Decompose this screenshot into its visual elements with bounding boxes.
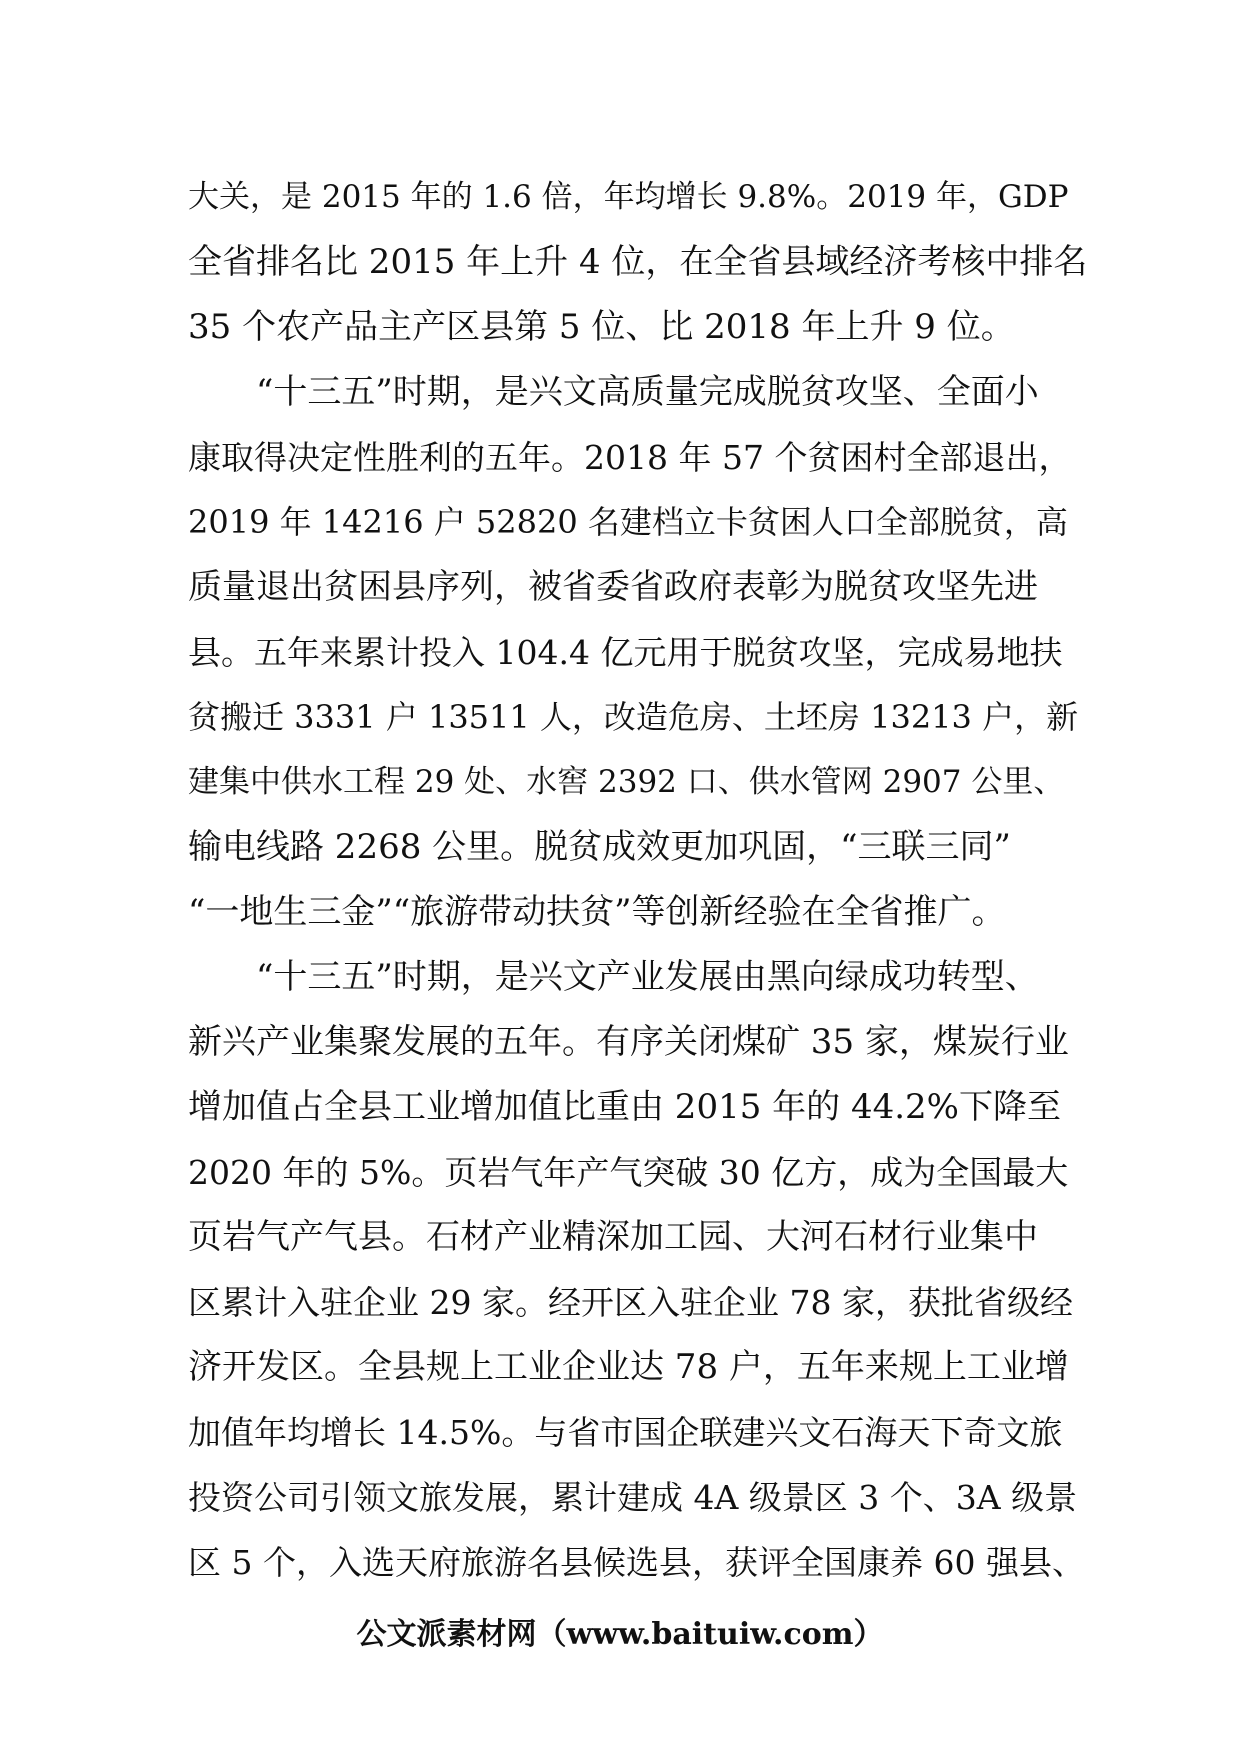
text-line: 区累计入驻企业 29 家。经开区入驻企业 78 家，获批省级经	[188, 1283, 1073, 1322]
text-line: 加值年均增长 14.5%。与省市国企联建兴文石海天下奇文旅	[188, 1413, 1063, 1452]
text-line: 康取得决定性胜利的五年。2018 年 57 个贫困村全部退出，	[188, 438, 1072, 477]
text-line: 建集中供水工程 29 处、水窖 2392 口、供水管网 2907 公里、	[188, 764, 1065, 800]
text-line: 大关，是 2015 年的 1.6 倍，年均增长 9.8%。2019 年，GDP	[188, 179, 1069, 215]
text-line: 投资公司引领文旅发展，累计建成 4A 级景区 3 个、3A 级景	[188, 1478, 1078, 1517]
text-line: 页岩气产气县。石材产业精深加工园、大河石材行业集中	[188, 1217, 1038, 1257]
text-line: 质量退出贫困县序列，被省委省政府表彰为脱贫攻坚先进	[188, 567, 1038, 607]
paragraph-start-line: “十三五”时期，是兴文产业发展由黑向绿成功转型、	[256, 957, 1039, 997]
text-line: 输电线路 2268 公里。脱贫成效更加巩固，“三联三同”	[188, 827, 1011, 867]
text-line: 济开发区。全县规上工业企业达 78 户，五年来规上工业增	[188, 1347, 1069, 1387]
text-line: 2019 年 14216 户 52820 名建档立卡贫困人口全部脱贫，高	[188, 503, 1068, 541]
footer-watermark: 公文派素材网（www.baituiw.com）	[356, 1617, 884, 1652]
text-line: 35 个农产品主产区县第 5 位、比 2018 年上升 9 位。	[188, 307, 1015, 347]
text-line: 增加值占全县工业增加值比重由 2015 年的 44.2%下降至	[188, 1087, 1061, 1127]
text-line: 2020 年的 5%。页岩气年产气突破 30 亿方，成为全国最大	[188, 1153, 1069, 1192]
text-line: 新兴产业集聚发展的五年。有序关闭煤矿 35 家，煤炭行业	[188, 1022, 1069, 1062]
text-line: 全省排名比 2015 年上升 4 位，在全省县域经济考核中排名	[188, 242, 1088, 282]
paragraph-start-line: “十三五”时期，是兴文高质量完成脱贫攻坚、全面小	[256, 372, 1039, 412]
text-line: 县。五年来累计投入 104.4 亿元用于脱贫攻坚，完成易地扶	[188, 633, 1063, 672]
text-line: 区 5 个，入选天府旅游名县候选县，获评全国康养 60 强县、	[188, 1543, 1085, 1582]
text-line: “一地生三金”“旅游带动扶贫”等创新经验在全省推广。	[188, 892, 1006, 932]
document-body	[188, 165, 1088, 1595]
text-line: 贫搬迁 3331 户 13511 人，改造危房、土坯房 13213 户，新	[188, 698, 1079, 736]
